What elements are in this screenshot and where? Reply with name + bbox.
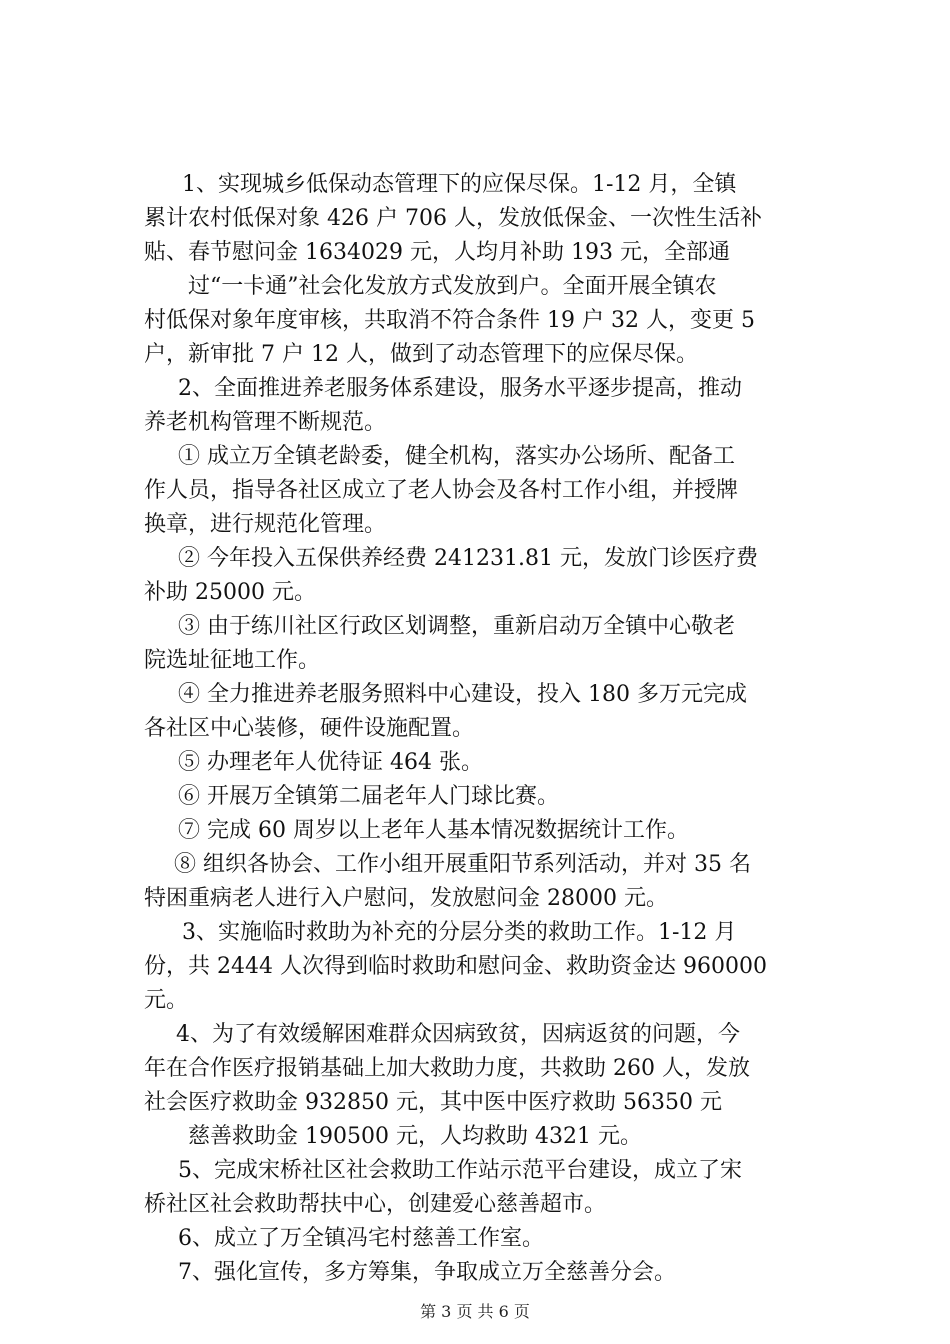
text-line: ⑦ 完成 60 周岁以上老年人基本情况数据统计工作。 xyxy=(178,818,689,843)
text-line: 贴、春节慰问金 1634029 元，人均月补助 193 元，全部通 xyxy=(144,240,730,265)
text-line: 过“一卡通”社会化发放方式发放到户。全面开展全镇农 xyxy=(188,274,717,299)
text-line: 7、强化宣传，多方筹集，争取成立万全慈善分会。 xyxy=(178,1260,676,1285)
document-body xyxy=(144,168,844,1290)
text-line: 3、实施临时救助为补充的分层分类的救助工作。1-12 月 xyxy=(182,920,737,945)
text-line: 桥社区社会救助帮扶中心，创建爱心慈善超市。 xyxy=(144,1192,607,1217)
text-line: 特困重病老人进行入户慰问，发放慰问金 28000 元。 xyxy=(144,886,668,911)
text-line: 份，共 2444 人次得到临时救助和慰问金、救助资金达 960000 xyxy=(144,954,767,979)
text-line: ⑥ 开展万全镇第二届老年人门球比赛。 xyxy=(178,784,559,809)
text-line: 元。 xyxy=(144,988,189,1013)
text-line: 院选址征地工作。 xyxy=(144,648,321,673)
text-line: 换章，进行规范化管理。 xyxy=(144,512,387,537)
text-line: 慈善救助金 190500 元，人均救助 4321 元。 xyxy=(188,1124,642,1149)
text-line: ⑤ 办理老年人优待证 464 张。 xyxy=(178,750,483,775)
text-line: 4、为了有效缓解困难群众因病致贫，因病返贫的问题，今 xyxy=(176,1022,740,1047)
text-line: 累计农村低保对象 426 户 706 人，发放低保金、一次性生活补 xyxy=(144,206,762,231)
text-line: 作人员，指导各社区成立了老人协会及各村工作小组，并授牌 xyxy=(144,478,739,503)
text-line: ② 今年投入五保供养经费 241231.81 元，发放门诊医疗费 xyxy=(178,546,758,571)
text-line: 户，新审批 7 户 12 人，做到了动态管理下的应保尽保。 xyxy=(144,342,698,367)
text-line: 2、全面推进养老服务体系建设，服务水平逐步提高，推动 xyxy=(178,376,742,401)
text-line: ④ 全力推进养老服务照料中心建设，投入 180 多万元完成 xyxy=(178,682,747,707)
text-line: 社会医疗救助金 932850 元，其中医中医疗救助 56350 元 xyxy=(144,1090,722,1115)
page-footer: 第 3 页 共 6 页 xyxy=(420,1302,530,1321)
text-line: ⑧ 组织各协会、工作小组开展重阳节系列活动，并对 35 名 xyxy=(174,852,751,877)
text-line: 各社区中心装修，硬件设施配置。 xyxy=(144,716,475,741)
text-line: 补助 25000 元。 xyxy=(144,580,316,605)
text-line: 村低保对象年度审核，共取消不符合条件 19 户 32 人，变更 5 xyxy=(144,308,755,333)
text-line: ① 成立万全镇老龄委，健全机构，落实办公场所、配备工 xyxy=(178,444,735,469)
text-line: 6、成立了万全镇冯宅村慈善工作室。 xyxy=(178,1226,544,1251)
text-line: 1、实现城乡低保动态管理下的应保尽保。1-12 月，全镇 xyxy=(182,172,737,197)
text-line: 年在合作医疗报销基础上加大救助力度，共救助 260 人，发放 xyxy=(144,1056,750,1081)
text-line: 5、完成宋桥社区社会救助工作站示范平台建设，成立了宋 xyxy=(178,1158,742,1183)
text-line: 养老机构管理不断规范。 xyxy=(144,410,387,435)
text-line: ③ 由于练川社区行政区划调整，重新启动万全镇中心敬老 xyxy=(178,614,735,639)
